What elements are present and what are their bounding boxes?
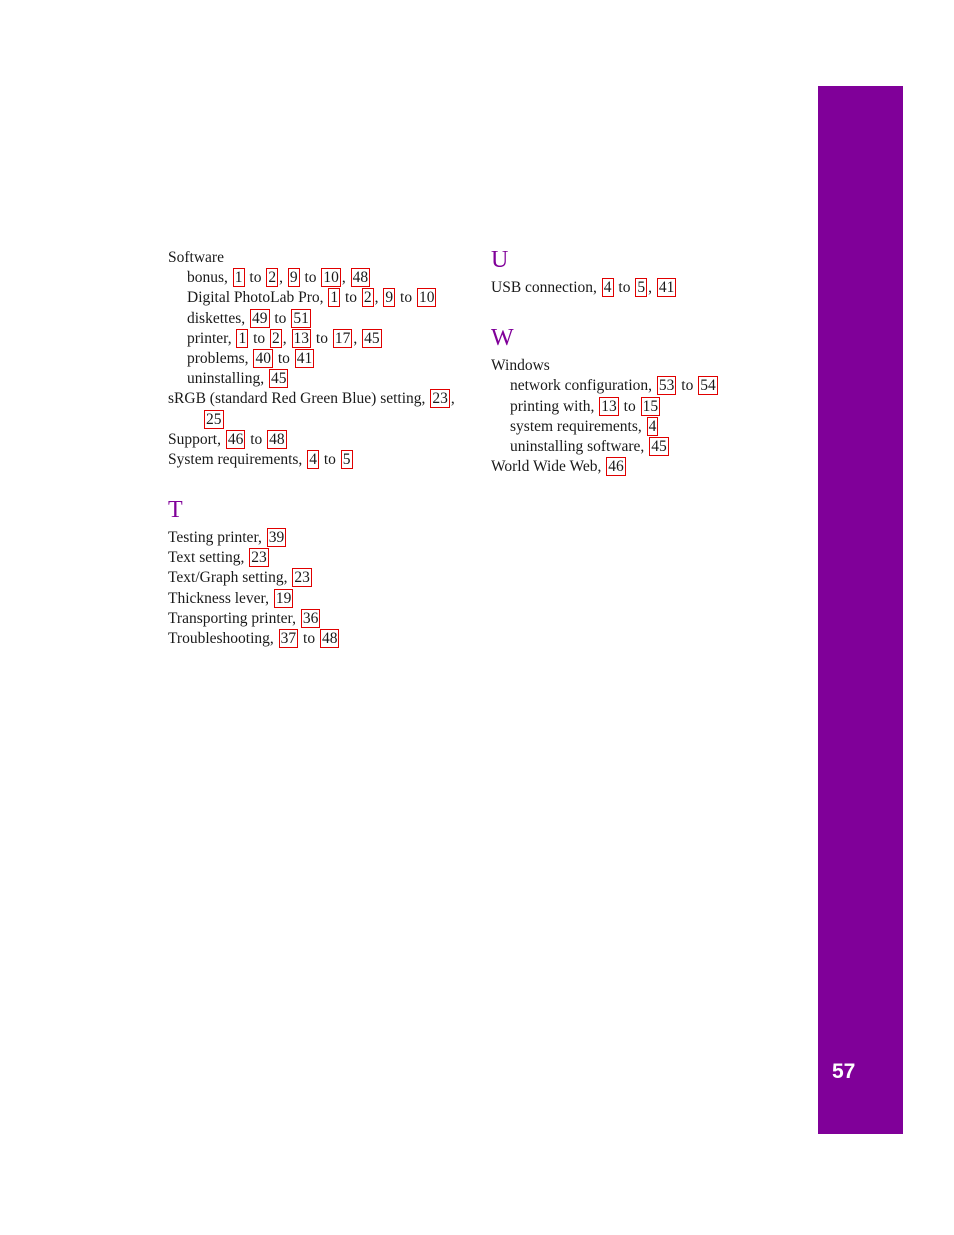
page-link[interactable]: 1: [238, 329, 247, 347]
index-entry: [168, 528, 468, 548]
page-link[interactable]: 10: [418, 289, 435, 307]
index-separator: to: [619, 397, 640, 415]
index-entry-label: printing with,: [510, 397, 599, 415]
page-link[interactable]: 13: [293, 329, 310, 347]
page-link[interactable]: 5: [342, 450, 351, 468]
page-link[interactable]: 15: [642, 397, 659, 415]
page-link[interactable]: 17: [334, 329, 351, 347]
index-entry-label: Software: [168, 249, 224, 266]
index-entry: [491, 376, 791, 396]
index-entry-label: Digital PhotoLab Pro,: [187, 289, 328, 307]
page-link[interactable]: 46: [227, 430, 244, 448]
page-link[interactable]: 49: [252, 309, 268, 327]
index-entry: [168, 248, 468, 268]
page-link[interactable]: 23: [294, 569, 310, 587]
index-entry-label: Thickness lever,: [168, 589, 273, 607]
index-separator: to: [614, 279, 635, 296]
index-entry: [491, 417, 791, 437]
index-entry-label: problems,: [187, 349, 253, 367]
page-link[interactable]: 39: [268, 529, 285, 547]
page-link[interactable]: 48: [269, 430, 285, 448]
page-link[interactable]: 25: [206, 410, 222, 428]
index-group-software: [168, 248, 468, 470]
index-separator: to: [341, 289, 361, 307]
index-entry: [168, 629, 468, 649]
index-entry: [168, 288, 468, 308]
index-entry-label: System requirements,: [168, 450, 307, 468]
index-separator: to: [246, 430, 267, 448]
index-separator: to: [249, 329, 270, 347]
index-entry-label: printer,: [187, 329, 236, 347]
page-link[interactable]: 1: [234, 269, 243, 287]
purple-sidebar: [818, 86, 903, 1134]
index-separator: to: [299, 630, 319, 647]
index-entry-label: network configuration,: [510, 377, 656, 395]
index-entry-label: uninstalling,: [187, 370, 268, 388]
page-link[interactable]: 45: [651, 437, 667, 455]
page-number: 57: [832, 1060, 856, 1083]
page-link[interactable]: 9: [385, 289, 394, 307]
page-link[interactable]: 41: [658, 279, 675, 296]
index-separator: ,: [353, 329, 362, 347]
index-entry-label: USB connection,: [491, 279, 601, 296]
page-link[interactable]: 4: [603, 279, 612, 296]
index-entry: [168, 548, 468, 568]
page-link[interactable]: 2: [268, 269, 277, 287]
page-link[interactable]: 1: [330, 289, 339, 307]
page-link[interactable]: 4: [309, 450, 317, 468]
index-separator: ,: [341, 269, 350, 287]
page-link[interactable]: 36: [302, 609, 319, 627]
page-link[interactable]: 53: [658, 377, 675, 395]
index-group-w: [491, 356, 791, 477]
page-link[interactable]: 10: [323, 269, 339, 287]
index-entry: [168, 609, 468, 629]
index-separator: ,: [450, 390, 455, 408]
page-link[interactable]: 40: [255, 349, 271, 367]
index-entry: [491, 397, 791, 417]
index-entry-label: Windows: [491, 357, 550, 375]
page-link[interactable]: 51: [293, 309, 309, 327]
index-entry: [168, 369, 468, 389]
page-link[interactable]: 45: [364, 329, 380, 347]
page-link[interactable]: 2: [363, 289, 372, 307]
index-entry: [168, 309, 468, 329]
index-entry-label: system requirements,: [510, 417, 646, 435]
index-entry-label: diskettes,: [187, 309, 249, 327]
page-link[interactable]: 46: [608, 458, 624, 476]
index-entry: [491, 437, 791, 457]
index-entry: [491, 457, 791, 477]
index-entry: [168, 589, 468, 609]
page-link[interactable]: 41: [296, 349, 313, 367]
index-separator: to: [677, 377, 698, 395]
page-link[interactable]: 9: [289, 269, 298, 287]
page-link[interactable]: 13: [601, 397, 617, 415]
index-entry: [168, 329, 468, 349]
index-entry-label: uninstalling software,: [510, 437, 649, 455]
index-entry-label: bonus,: [187, 269, 232, 287]
index-entry: [168, 450, 468, 470]
page-link[interactable]: 54: [700, 377, 716, 395]
page-link[interactable]: 48: [321, 630, 338, 647]
index-entry: [168, 268, 468, 288]
index-group-u: [491, 278, 791, 298]
index-group-t: [168, 528, 468, 649]
index-separator: to: [273, 349, 294, 367]
index-letter-u: U: [491, 247, 509, 273]
index-entry-label: Text/Graph setting,: [168, 569, 292, 587]
index-entry-label: World Wide Web,: [491, 458, 606, 476]
index-column-left: [168, 248, 468, 649]
page-link[interactable]: 23: [251, 549, 267, 567]
page-link[interactable]: 19: [275, 589, 292, 607]
index-separator: to: [319, 450, 340, 468]
page-link[interactable]: 48: [352, 269, 369, 287]
page-link[interactable]: 2: [272, 329, 280, 347]
index-separator: ,: [374, 289, 383, 307]
index-entry: [491, 278, 791, 298]
index-separator: ,: [648, 279, 656, 296]
page-link[interactable]: 5: [637, 279, 646, 296]
page-link[interactable]: 4: [648, 417, 657, 435]
index-entry-label: Testing printer,: [168, 529, 266, 547]
index-letter-w: W: [491, 325, 514, 352]
index-entry-label: Support,: [168, 430, 225, 448]
index-entry: [168, 430, 468, 450]
index-entry: [168, 410, 468, 430]
index-entry: [491, 356, 791, 376]
page-link[interactable]: 37: [280, 630, 297, 647]
index-separator: to: [300, 269, 321, 287]
index-entry-label: Troubleshooting,: [168, 630, 278, 647]
page-link[interactable]: 45: [270, 370, 287, 388]
index-separator: ,: [282, 329, 291, 347]
index-separator: to: [245, 269, 266, 287]
index-separator: to: [312, 329, 332, 347]
index-entry: [168, 349, 468, 369]
index-entry: [168, 568, 468, 588]
index-separator: to: [270, 309, 291, 327]
index-letter-t: T: [168, 497, 183, 524]
index-entry-label: sRGB (standard Red Green Blue) setting,: [168, 390, 430, 408]
index-entry-label: Text setting,: [168, 549, 249, 567]
index-entry: [168, 389, 468, 409]
index-separator: ,: [279, 269, 287, 287]
page-link[interactable]: 23: [432, 390, 448, 408]
index-entry-label: Transporting printer,: [168, 609, 300, 627]
index-separator: to: [396, 289, 416, 307]
index-column-right: [491, 246, 791, 477]
